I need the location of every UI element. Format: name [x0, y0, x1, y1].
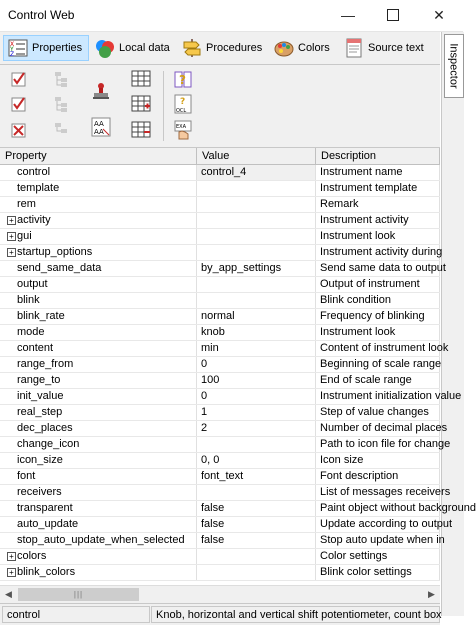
- tab-local-data[interactable]: [91, 35, 175, 61]
- property-description-cell: [316, 293, 440, 308]
- property-name: range_from: [17, 358, 74, 370]
- tab-label: Properties: [32, 42, 83, 54]
- property-description-cell: [316, 213, 440, 228]
- table-row[interactable]: [0, 197, 440, 213]
- checkbox-checked-icon: [10, 95, 28, 116]
- tab-label: Local data: [119, 42, 170, 54]
- property-name: font: [17, 470, 36, 482]
- property-value-cell[interactable]: [197, 341, 316, 356]
- property-value-cell[interactable]: [197, 421, 316, 436]
- property-name: stop_auto_update_when_selected: [17, 534, 185, 546]
- property-name: send_same_data: [17, 262, 102, 274]
- property-description-cell: [316, 261, 446, 276]
- close-button[interactable]: [416, 0, 462, 30]
- grid-add-button[interactable]: [130, 94, 152, 116]
- tree-icon: [52, 121, 70, 142]
- property-value: false: [201, 502, 225, 514]
- property-description: Paint object without background: [320, 502, 476, 514]
- property-value-cell[interactable]: [197, 373, 316, 388]
- checkbox-checked-icon: [10, 70, 28, 91]
- property-description-cell: [316, 341, 449, 356]
- table-row[interactable]: [0, 165, 440, 181]
- table-row[interactable]: [0, 245, 443, 261]
- expand-plus-icon[interactable]: +: [7, 248, 16, 257]
- table-row[interactable]: [0, 405, 440, 421]
- table-row[interactable]: [0, 485, 451, 501]
- property-value: by_app_settings: [201, 262, 282, 274]
- column-header-property[interactable]: Property: [0, 148, 197, 164]
- property-description: End of scale range: [320, 374, 412, 386]
- property-name-cell[interactable]: [0, 453, 197, 468]
- grid-remove-button[interactable]: [130, 120, 152, 142]
- palette-icon: [274, 38, 294, 58]
- property-description: Frequency of blinking: [320, 310, 425, 322]
- tree-icon: [52, 70, 70, 91]
- property-name: init_value: [17, 390, 64, 402]
- property-description-cell: [316, 469, 440, 484]
- source-text-icon: [344, 38, 364, 58]
- property-value-cell[interactable]: [197, 245, 316, 260]
- property-value-cell[interactable]: [197, 213, 316, 228]
- property-name: control: [17, 166, 51, 178]
- font-size-button[interactable]: [90, 117, 112, 139]
- property-name-cell[interactable]: [0, 533, 197, 548]
- table-row[interactable]: [0, 293, 440, 309]
- svg-text:Z: Z: [10, 51, 15, 58]
- property-description: Instrument activity: [320, 214, 409, 226]
- svg-text:OCL: OCL: [176, 107, 187, 114]
- property-description-cell: [316, 453, 440, 468]
- property-value-cell[interactable]: [197, 325, 316, 340]
- help-book-button[interactable]: [172, 69, 194, 91]
- property-description-cell: [316, 533, 445, 548]
- property-name-cell[interactable]: [0, 197, 197, 212]
- property-description: Update according to output: [320, 518, 453, 530]
- property-name-cell[interactable]: [0, 421, 197, 436]
- property-description: Output of instrument: [320, 278, 420, 290]
- minimize-button[interactable]: [325, 0, 371, 30]
- property-name: auto_update: [17, 518, 79, 530]
- property-value-cell[interactable]: [197, 453, 316, 468]
- svg-text:X: X: [10, 41, 15, 48]
- property-name: range_to: [17, 374, 61, 386]
- property-description-cell: [316, 165, 440, 180]
- property-value-cell[interactable]: [197, 437, 316, 452]
- property-description: Blink color settings: [320, 566, 412, 578]
- property-name-cell[interactable]: [0, 165, 197, 180]
- tab-inspector[interactable]: [444, 34, 464, 98]
- property-description-cell: [316, 517, 453, 532]
- tab-colors[interactable]: [270, 35, 336, 61]
- expand-plus-icon[interactable]: +: [7, 216, 16, 225]
- property-name: template: [17, 182, 60, 194]
- property-description: Instrument look: [320, 230, 396, 242]
- property-value-cell[interactable]: [197, 165, 316, 180]
- property-name-cell[interactable]: [0, 485, 197, 500]
- property-description-cell: [316, 389, 462, 404]
- table-row[interactable]: [0, 421, 448, 437]
- table-row[interactable]: [0, 437, 451, 453]
- table-row[interactable]: [0, 469, 440, 485]
- table-row[interactable]: [0, 453, 440, 469]
- property-description: Blink condition: [320, 294, 391, 306]
- property-description: Instrument look: [320, 326, 396, 338]
- table-row[interactable]: [0, 341, 449, 357]
- property-grid: [0, 148, 476, 584]
- property-name: startup_options: [17, 246, 93, 258]
- property-name: mode: [17, 326, 45, 338]
- property-description: Font description: [320, 470, 399, 482]
- title-bar: [0, 0, 463, 32]
- property-name-cell[interactable]: [0, 261, 197, 276]
- property-description-cell: [316, 373, 440, 388]
- property-value: 1: [201, 406, 208, 418]
- property-name-cell[interactable]: [0, 405, 197, 420]
- property-value-cell[interactable]: [197, 533, 316, 548]
- property-name: real_step: [17, 406, 63, 418]
- toolbar: [0, 65, 440, 148]
- table-icon: [131, 70, 151, 91]
- expand-plus-icon[interactable]: +: [7, 568, 16, 577]
- maximize-button[interactable]: [370, 0, 416, 30]
- property-description: Step of value changes: [320, 406, 429, 418]
- property-value-cell[interactable]: [197, 309, 316, 324]
- property-name-cell[interactable]: [0, 357, 197, 372]
- scroll-right-button[interactable]: [423, 586, 440, 603]
- svg-text:?: ?: [179, 72, 186, 87]
- window-title: Control Web: [8, 8, 75, 22]
- property-name-cell[interactable]: [0, 501, 197, 516]
- property-value-cell[interactable]: [197, 357, 316, 372]
- local-data-icon: [95, 38, 115, 58]
- property-description-cell: [316, 309, 440, 324]
- property-description: Number of decimal places: [320, 422, 448, 434]
- expand-plus-icon[interactable]: +: [7, 552, 16, 561]
- tab-inspector-label: Inspector: [448, 43, 460, 89]
- property-description-cell: [316, 181, 440, 196]
- property-value: false: [201, 534, 225, 546]
- property-value-cell[interactable]: [197, 501, 316, 516]
- tab-bar: [0, 32, 440, 65]
- column-header-value[interactable]: Value: [197, 148, 316, 164]
- property-description-cell: [316, 405, 440, 420]
- tab-source-text[interactable]: [340, 35, 430, 61]
- table-row[interactable]: [0, 357, 440, 373]
- property-name: blink_colors: [17, 566, 76, 578]
- property-name: rem: [17, 198, 36, 210]
- property-value-cell[interactable]: [197, 405, 316, 420]
- property-description: Instrument activity during: [320, 246, 443, 258]
- ocl-help-icon: [173, 94, 193, 117]
- property-description: Send same data to output: [320, 262, 446, 274]
- property-value-cell[interactable]: [197, 565, 316, 580]
- property-value-cell[interactable]: [197, 261, 316, 276]
- property-name: colors: [17, 550, 47, 562]
- property-name-cell[interactable]: [0, 293, 197, 308]
- property-value-cell[interactable]: [197, 389, 316, 404]
- check-all-button[interactable]: [8, 69, 30, 91]
- property-description: Icon size: [320, 454, 364, 466]
- property-name: blink_rate: [17, 310, 65, 322]
- tab-label: Procedures: [206, 42, 263, 54]
- svg-text:EXA: EXA: [176, 123, 187, 130]
- arrow-right-icon: ▶: [428, 589, 435, 599]
- table-row[interactable]: [0, 533, 445, 549]
- tab-label: Source text: [368, 42, 424, 54]
- property-name: output: [17, 278, 48, 290]
- table-row[interactable]: [0, 549, 440, 565]
- tab-properties[interactable]: [3, 35, 89, 61]
- table-row[interactable]: [0, 565, 440, 581]
- tree-indent-button[interactable]: [50, 120, 72, 142]
- toolbar-separator: [163, 71, 164, 141]
- status-description: Knob, horizontal and vertical shift potentiometer, count box: [151, 606, 440, 623]
- table-row[interactable]: [0, 181, 440, 197]
- property-name-cell[interactable]: [0, 309, 197, 324]
- horizontal-scrollbar[interactable]: [0, 585, 440, 603]
- property-value: 0: [201, 358, 208, 370]
- property-name: gui: [17, 230, 32, 242]
- property-name-cell[interactable]: [0, 181, 197, 196]
- property-name-cell[interactable]: [0, 469, 197, 484]
- property-description-cell: [316, 501, 476, 516]
- checkbox-cross-icon: [10, 121, 28, 142]
- scroll-left-button[interactable]: [0, 586, 17, 603]
- svg-text:AA: AA: [94, 119, 104, 128]
- property-value-cell[interactable]: [197, 517, 316, 532]
- svg-text:?: ?: [180, 96, 186, 107]
- property-description-cell: [316, 197, 440, 212]
- property-value-cell[interactable]: [197, 181, 316, 196]
- property-value: 0, 0: [201, 454, 220, 466]
- property-value-cell[interactable]: [197, 229, 316, 244]
- help-book-icon: [173, 69, 193, 92]
- scrollbar-thumb[interactable]: [18, 588, 139, 601]
- property-value: normal: [201, 310, 235, 322]
- table-row[interactable]: [0, 261, 446, 277]
- property-description-cell: [316, 229, 440, 244]
- property-description: Content of instrument look: [320, 342, 449, 354]
- property-value: 0: [201, 390, 208, 402]
- svg-text:Y: Y: [10, 46, 14, 53]
- property-name-cell[interactable]: [0, 229, 197, 244]
- property-name-cell[interactable]: [0, 373, 197, 388]
- tree-icon: [52, 95, 70, 116]
- example-button[interactable]: [172, 120, 194, 142]
- property-name-cell[interactable]: [0, 549, 197, 564]
- close-icon: ✕: [433, 6, 445, 23]
- ocl-help-button[interactable]: [172, 94, 194, 116]
- property-name-cell[interactable]: [0, 389, 197, 404]
- property-description-cell: [316, 357, 440, 372]
- property-name-cell[interactable]: [0, 517, 197, 532]
- property-name-cell[interactable]: [0, 277, 197, 292]
- property-value: knob: [201, 326, 225, 338]
- property-description: Instrument initialization value: [320, 390, 462, 402]
- property-value: font_text: [201, 470, 244, 482]
- table-add-icon: [131, 95, 151, 116]
- property-name: content: [17, 342, 54, 354]
- property-name-cell[interactable]: [0, 213, 197, 228]
- table-row[interactable]: [0, 501, 476, 517]
- property-value-cell[interactable]: [197, 293, 316, 308]
- procedures-icon: [182, 38, 202, 58]
- stamp-button[interactable]: [90, 81, 112, 103]
- tree-move-down-button[interactable]: [50, 94, 72, 116]
- table-row[interactable]: [0, 309, 440, 325]
- table-row[interactable]: [0, 277, 440, 293]
- property-value: control_4: [201, 166, 247, 178]
- property-description-cell: [316, 245, 443, 260]
- property-value: min: [201, 342, 219, 354]
- property-value-cell[interactable]: [197, 485, 316, 500]
- stamp-icon: [91, 81, 111, 104]
- property-value: 100: [201, 374, 220, 386]
- property-value-cell[interactable]: [197, 469, 316, 484]
- property-name: activity: [17, 214, 51, 226]
- properties-icon: [8, 38, 28, 58]
- property-value: false: [201, 518, 225, 530]
- property-description: Path to icon file for change: [320, 438, 451, 450]
- font-size-icon: [91, 117, 111, 140]
- property-name: change_icon: [17, 438, 80, 450]
- maximize-icon: [387, 9, 399, 21]
- property-description-cell: [316, 485, 451, 500]
- property-name-cell[interactable]: [0, 325, 197, 340]
- property-description-cell: [316, 325, 440, 340]
- table-remove-icon: [131, 121, 151, 142]
- property-value-cell[interactable]: [197, 277, 316, 292]
- property-description: Color settings: [320, 550, 388, 562]
- svg-text:AA: AA: [94, 127, 104, 136]
- property-name-cell[interactable]: [0, 437, 197, 452]
- arrow-left-icon: ◀: [5, 589, 12, 599]
- property-description: List of messages receivers: [320, 486, 451, 498]
- property-name: receivers: [17, 486, 62, 498]
- minimize-icon: —: [341, 7, 355, 23]
- property-description-cell: [316, 549, 440, 564]
- tree-move-up-button[interactable]: [50, 69, 72, 91]
- tab-procedures[interactable]: [178, 35, 268, 61]
- property-description: Beginning of scale range: [320, 358, 442, 370]
- property-name: transparent: [17, 502, 73, 514]
- property-description-cell: [316, 277, 440, 292]
- property-description-cell: [316, 565, 440, 580]
- table-row[interactable]: [0, 517, 453, 533]
- property-description-cell: [316, 437, 451, 452]
- column-header-description[interactable]: Description: [316, 148, 440, 164]
- table-row[interactable]: [0, 373, 440, 389]
- property-value: 2: [201, 422, 208, 434]
- property-value-cell[interactable]: [197, 197, 316, 212]
- property-value-cell[interactable]: [197, 549, 316, 564]
- table-row[interactable]: [0, 229, 440, 245]
- property-name-cell[interactable]: [0, 245, 197, 260]
- table-row[interactable]: [0, 213, 440, 229]
- status-object-name: control: [2, 606, 150, 623]
- property-name-cell[interactable]: [0, 565, 197, 580]
- uncheck-button[interactable]: [8, 120, 30, 142]
- table-row[interactable]: [0, 389, 462, 405]
- property-name: icon_size: [17, 454, 63, 466]
- tab-label: Colors: [298, 42, 330, 54]
- property-name: dec_places: [17, 422, 73, 434]
- property-description: Stop auto update when in: [320, 534, 445, 546]
- grid-button[interactable]: [130, 69, 152, 91]
- example-hand-icon: [173, 120, 193, 143]
- property-description: Remark: [320, 198, 359, 210]
- check-button[interactable]: [8, 94, 30, 116]
- grid-header: [0, 148, 440, 165]
- grip-icon: |||: [73, 590, 84, 599]
- table-row[interactable]: [0, 325, 440, 341]
- property-name: blink: [17, 294, 40, 306]
- status-bar: [0, 603, 440, 625]
- property-name-cell[interactable]: [0, 341, 197, 356]
- expand-plus-icon[interactable]: +: [7, 232, 16, 241]
- property-description: Instrument template: [320, 182, 418, 194]
- property-description-cell: [316, 421, 448, 436]
- property-description: Instrument name: [320, 166, 403, 178]
